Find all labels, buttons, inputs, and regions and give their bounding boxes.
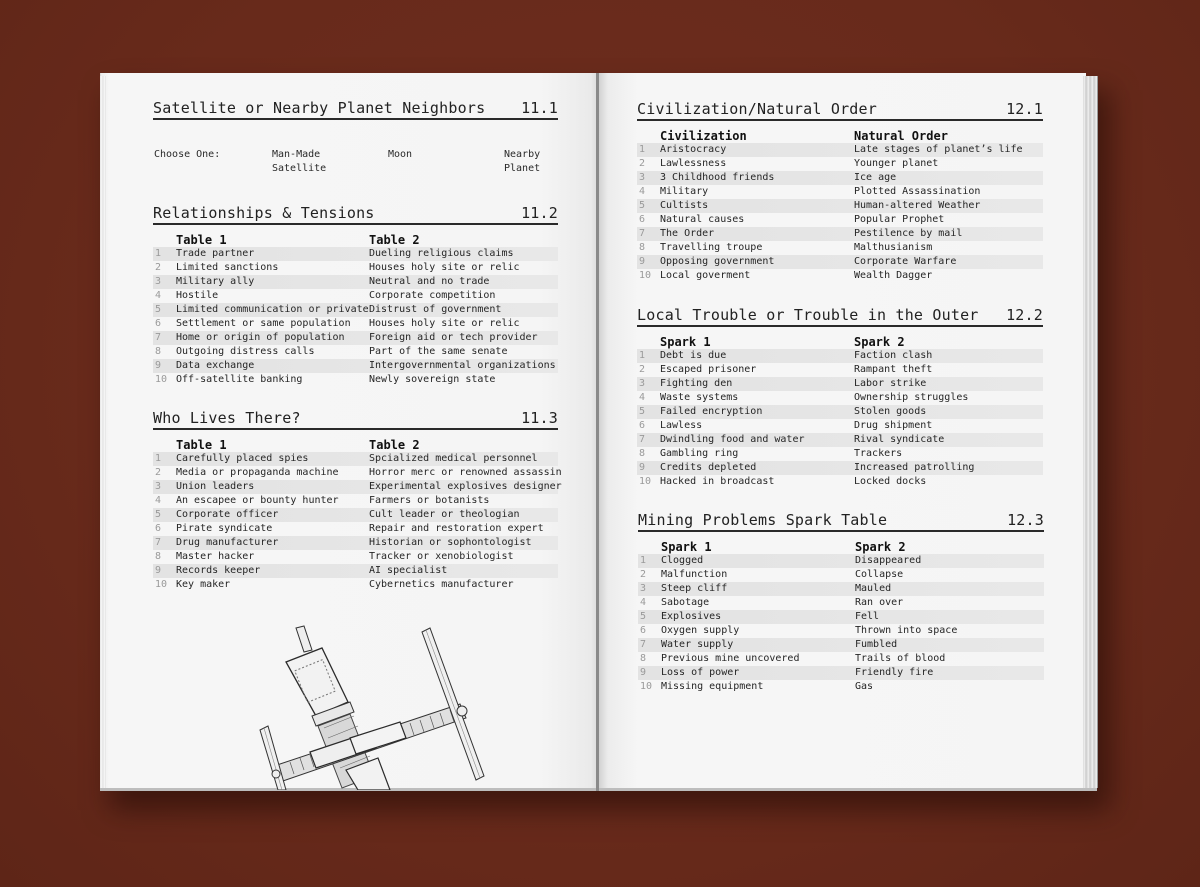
row-cell-2: Fumbled [855,639,898,650]
row-number: 2 [155,262,162,273]
row-cell-1: Pirate syndicate [176,523,273,534]
table-row [153,550,558,564]
section-header [638,510,1044,532]
table-row [637,241,1043,255]
row-cell-2: Trails of blood [855,653,946,664]
row-cell-1: Settlement or same population [176,318,351,329]
right-page-edge [1083,76,1098,788]
section-11-1 [153,98,558,120]
right-page-bottom-edge [598,788,1097,791]
table-row [637,255,1043,269]
roll-table [153,435,562,592]
row-cell-1: Natural causes [660,214,745,225]
row-cell-1: Carefully placed spies [176,453,309,464]
row-cell-1: Union leaders [176,481,255,492]
row-number: 9 [639,256,646,267]
table-row [637,447,1043,461]
row-number: 9 [640,667,647,678]
row-number: 4 [639,186,646,197]
row-cell-2: Trackers [854,448,903,459]
row-cell-2: Spcialized medical personnel [369,453,538,464]
row-cell-1: The Order [660,228,715,239]
row-cell-2: Neutral and no trade [369,276,490,287]
left-page-edge [100,76,106,788]
row-cell-1: Military [660,186,709,197]
row-cell-2: Mauled [855,583,892,594]
row-number: 2 [639,158,646,169]
row-cell-1: An escapee or bounty hunter [176,495,339,506]
row-number: 1 [155,248,162,259]
table-row [153,578,558,592]
roll-table [638,537,1044,694]
section-12-1 [637,99,1043,283]
table-row [638,568,1044,582]
section-11-3 [153,408,562,592]
row-cell-2: Disappeared [855,555,922,566]
table-header [153,230,558,247]
table-row [638,596,1044,610]
row-number: 9 [639,462,646,473]
row-cell-2: Horror merc or renowned assassin [369,467,562,478]
book-gutter [596,73,599,791]
row-cell-1: Loss of power [661,667,740,678]
column-header-2: Spark 2 [855,540,906,554]
table-row [638,624,1044,638]
row-cell-1: Media or propaganda machine [176,467,339,478]
table-row [638,582,1044,596]
row-cell-2: Historian or sophontologist [369,537,532,548]
column-header-1: Civilization [660,129,747,143]
row-cell-2: Rampant theft [854,364,933,375]
table-row [637,269,1043,283]
section-12-2 [637,305,1043,489]
choose-label: Choose One: [154,149,221,160]
table-row [153,247,558,261]
table-row [638,638,1044,652]
table-row [153,452,558,466]
section-title: Satellite or Nearby Planet Neighbors [153,99,486,117]
choose-option-nearby-planet [504,148,540,176]
column-header-2: Spark 2 [854,335,905,349]
row-cell-1: Records keeper [176,565,261,576]
row-number: 5 [639,406,646,417]
table-row [153,303,558,317]
row-cell-2: Houses holy site or relic [369,262,520,273]
table-row [153,494,558,508]
column-header-1: Spark 1 [661,540,712,554]
row-cell-2: Locked docks [854,476,927,487]
section-number: 11.2 [521,204,558,222]
row-cell-1: Corporate officer [176,509,279,520]
section-number: 11.1 [521,99,558,117]
row-cell-1: Water supply [661,639,734,650]
row-number: 5 [155,509,162,520]
row-cell-2: Friendly fire [855,667,934,678]
row-number: 4 [639,392,646,403]
row-cell-1: Missing equipment [661,681,764,692]
row-number: 6 [155,523,162,534]
choose-option-man-made-satellite [272,148,326,176]
row-number: 1 [155,453,162,464]
row-cell-1: Escaped prisoner [660,364,757,375]
section-title: Civilization/Natural Order [637,100,877,118]
row-cell-2: Houses holy site or relic [369,318,520,329]
row-cell-2: Late stages of planet’s life [854,144,1023,155]
table-row [637,227,1043,241]
section-11-2 [153,203,558,387]
table-row [153,373,558,387]
table-row [637,157,1043,171]
row-number: 1 [640,555,647,566]
row-number: 3 [155,481,162,492]
row-cell-2: Ran over [855,597,904,608]
row-number: 7 [639,228,646,239]
section-number: 12.2 [1006,306,1043,324]
column-header-1: Table 1 [176,233,227,247]
row-cell-2: Part of the same senate [369,346,508,357]
row-cell-2: Cybernetics manufacturer [369,579,514,590]
section-12-3 [638,510,1044,694]
choose-option-moon [388,148,412,162]
row-number: 4 [640,597,647,608]
row-cell-1: Credits depleted [660,462,757,473]
table-row [153,261,558,275]
row-number: 6 [155,318,162,329]
section-number: 12.3 [1007,511,1044,529]
table-header [153,435,558,452]
row-cell-1: Steep cliff [661,583,728,594]
table-row [153,564,558,578]
row-number: 2 [639,364,646,375]
table-row [153,359,558,373]
row-cell-2: Collapse [855,569,904,580]
row-cell-2: Fell [855,611,880,622]
row-number: 10 [640,681,653,692]
row-cell-2: Popular Prophet [854,214,945,225]
table-row [638,666,1044,680]
table-row [637,143,1043,157]
row-cell-1: Local goverment [660,270,751,281]
row-cell-1: Trade partner [176,248,255,259]
row-cell-2: Corporate competition [369,290,496,301]
row-cell-2: Farmers or botanists [369,495,490,506]
table-row [637,419,1043,433]
table-row [638,554,1044,568]
row-number: 8 [155,551,162,562]
section-title: Relationships & Tensions [153,204,375,222]
table-row [637,461,1043,475]
row-cell-2: Dueling religious claims [369,248,514,259]
column-header-1: Table 1 [176,438,227,452]
row-number: 1 [639,350,646,361]
section-header [637,99,1043,121]
row-cell-1: Failed encryption [660,406,763,417]
row-number: 7 [155,332,162,343]
table-row [153,317,558,331]
option-line: Satellite [272,163,327,174]
roll-table [153,230,558,387]
section-header [153,98,558,120]
row-cell-1: Travelling troupe [660,242,763,253]
row-cell-1: Dwindling food and water [660,434,805,445]
section-number: 11.3 [521,409,558,427]
row-cell-2: Tracker or xenobiologist [369,551,514,562]
row-number: 3 [639,378,646,389]
row-number: 3 [155,276,162,287]
row-cell-1: Cultists [660,200,709,211]
row-cell-1: Previous mine uncovered [661,653,800,664]
row-number: 2 [155,467,162,478]
section-title: Mining Problems Spark Table [638,511,888,529]
row-cell-1: Sabotage [661,597,710,608]
table-row [153,508,558,522]
section-header [637,305,1043,327]
column-header-2: Table 2 [369,233,420,247]
table-row [637,185,1043,199]
option-line: Nearby [504,149,541,160]
row-cell-1: Aristocracy [660,144,727,155]
row-number: 7 [639,434,646,445]
row-number: 8 [640,653,647,664]
row-cell-2: AI specialist [369,565,448,576]
row-cell-2: Malthusianism [854,242,933,253]
row-number: 6 [640,625,647,636]
row-cell-1: Explosives [661,611,722,622]
row-cell-1: Data exchange [176,360,255,371]
table-row [638,610,1044,624]
table-row [153,466,562,480]
row-cell-2: Thrown into space [855,625,958,636]
row-cell-2: Cult leader or theologian [369,509,520,520]
row-cell-1: Off-satellite banking [176,374,303,385]
row-number: 3 [640,583,647,594]
option-line: Man-Made [272,149,321,160]
table-row [637,377,1043,391]
section-header [153,408,558,430]
table-row [153,536,558,550]
roll-table [637,126,1043,283]
row-cell-1: 3 Childhood friends [660,172,775,183]
row-number: 10 [155,579,168,590]
row-cell-2: Corporate Warfare [854,256,957,267]
row-number: 9 [155,565,162,576]
table-row [637,475,1043,489]
row-cell-2: Drug shipment [854,420,933,431]
table-row [153,522,558,536]
option-line: Planet [504,163,541,174]
row-cell-1: Limited communication or private [176,304,369,315]
row-cell-1: Key maker [176,579,231,590]
row-number: 2 [640,569,647,580]
table-row [637,199,1043,213]
row-cell-1: Drug manufacturer [176,537,279,548]
row-cell-1: Lawless [660,420,703,431]
row-cell-1: Master hacker [176,551,255,562]
row-number: 5 [155,304,162,315]
row-number: 10 [639,270,652,281]
row-number: 4 [155,495,162,506]
row-cell-2: Ownership struggles [854,392,969,403]
table-row [637,433,1043,447]
row-cell-2: Increased patrolling [854,462,975,473]
satellite-sketch-icon [250,620,500,790]
row-cell-2: Faction clash [854,350,933,361]
row-cell-1: Debt is due [660,350,727,361]
row-cell-2: Distrust of government [369,304,502,315]
row-number: 6 [639,420,646,431]
row-number: 8 [639,448,646,459]
row-cell-2: Repair and restoration expert [369,523,544,534]
row-number: 9 [155,360,162,371]
table-row [153,480,562,494]
column-header-2: Natural Order [854,129,948,143]
table-row [153,345,558,359]
table-row [637,349,1043,363]
row-number: 5 [639,200,646,211]
column-header-1: Spark 1 [660,335,711,349]
row-cell-2: Labor strike [854,378,927,389]
table-row [637,171,1043,185]
table-row [153,289,558,303]
row-cell-2: Gas [855,681,874,692]
column-header-2: Table 2 [369,438,420,452]
row-cell-1: Lawlessness [660,158,727,169]
row-cell-2: Wealth Dagger [854,270,933,281]
table-header [637,332,1043,349]
section-number: 12.1 [1006,100,1043,118]
row-cell-2: Ice age [854,172,897,183]
row-cell-2: Experimental explosives designer [369,481,562,492]
table-row [637,391,1043,405]
table-row [153,331,558,345]
row-number: 5 [640,611,647,622]
table-row [638,652,1044,666]
row-cell-1: Hacked in broadcast [660,476,775,487]
table-header [637,126,1043,143]
row-cell-1: Fighting den [660,378,733,389]
row-cell-1: Opposing government [660,256,775,267]
row-cell-1: Gambling ring [660,448,739,459]
section-header [153,203,558,225]
row-number: 6 [639,214,646,225]
row-number: 8 [639,242,646,253]
row-number: 1 [639,144,646,155]
table-row [637,363,1043,377]
row-cell-1: Home or origin of population [176,332,345,343]
row-cell-2: Rival syndicate [854,434,945,445]
row-cell-2: Plotted Assassination [854,186,981,197]
row-cell-1: Outgoing distress calls [176,346,315,357]
row-cell-2: Pestilence by mail [854,228,963,239]
row-cell-2: Foreign aid or tech provider [369,332,538,343]
row-number: 10 [155,374,168,385]
roll-table [637,332,1043,489]
table-row [637,213,1043,227]
row-number: 7 [155,537,162,548]
row-cell-2: Younger planet [854,158,939,169]
row-cell-2: Intergovernmental organizations [369,360,556,371]
table-row [638,680,1044,694]
table-header [638,537,1044,554]
row-number: 7 [640,639,647,650]
row-cell-2: Stolen goods [854,406,927,417]
row-number: 8 [155,346,162,357]
row-cell-1: Military ally [176,276,255,287]
row-cell-1: Oxygen supply [661,625,740,636]
row-cell-2: Human-altered Weather [854,200,981,211]
option-line: Moon [388,149,413,160]
table-row [153,275,558,289]
section-title: Who Lives There? [153,409,301,427]
row-number: 4 [155,290,162,301]
row-cell-1: Waste systems [660,392,739,403]
table-row [637,405,1043,419]
section-title: Local Trouble or Trouble in the Outer [637,306,979,324]
row-number: 3 [639,172,646,183]
row-cell-1: Hostile [176,290,219,301]
row-number: 10 [639,476,652,487]
row-cell-2: Newly sovereign state [369,374,496,385]
row-cell-1: Limited sanctions [176,262,279,273]
row-cell-1: Clogged [661,555,704,566]
row-cell-1: Malfunction [661,569,728,580]
